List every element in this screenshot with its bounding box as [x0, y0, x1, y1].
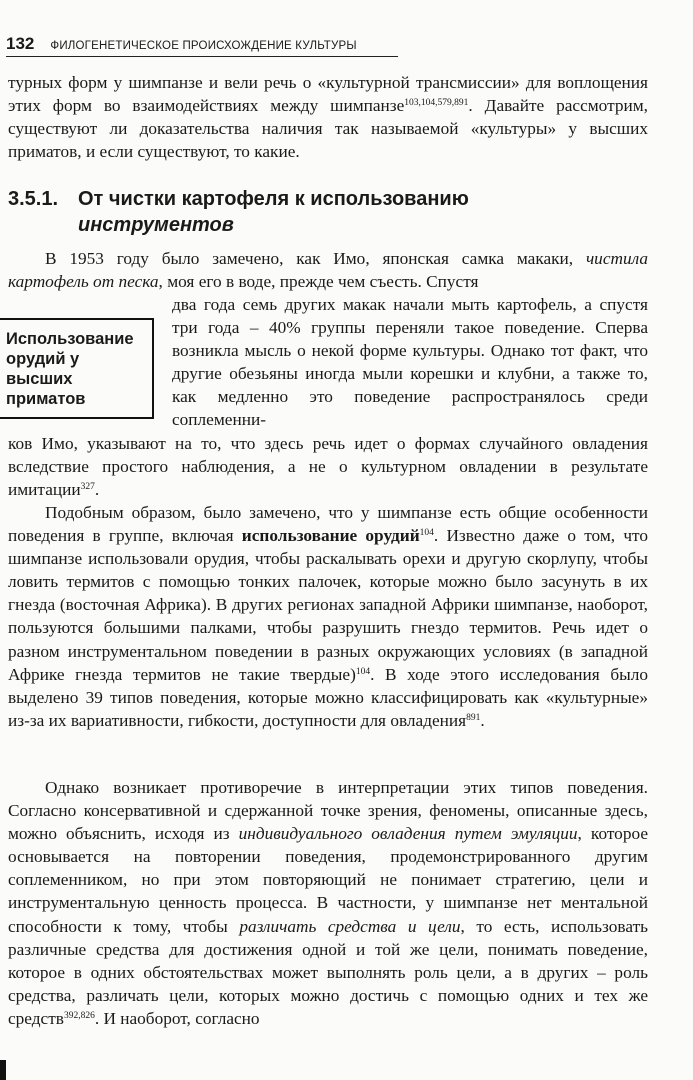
paragraph-1-wrapped: два года семь других макак начали мыть картофель, а спустя три года – 40% группы переняли такое поведение. Сперва возникла мысль о некой форме культуры. Однако тот факт, что другие обезьяны иногда мыли корешки и клубни, а также то, как медленно это поведение распространялось среди соплеменни-: [172, 295, 648, 430]
footnote-ref: 891: [466, 712, 481, 723]
paragraph-3: Однако возникает противоречие в интерпретации этих типов поведения. Согласно консервативной и сдержанной точке зрения, феномены, описанные здесь, можно объяснить, исходя из индивидуального овладения путем эмуляции, которое основывается на повторении поведения, продемонстрированного другим соплеменником, но при этом повторяющий не понимает стратегию, цели и инструментальную ценность процесса. В частности, у шимпанзе нет ментальной способности к тому, чтобы различать средства и цели, то есть, использовать различные средства для достижения одной и той же цели, понимать поведение, которое в одних обстоятельствах может выполнять роль цели, а в других – роль средства, различать цели, которых можно достичь с помощью одних и тех же средств$^{392,826}$. И наоборот, согласно: [8, 778, 649, 1028]
italic-phrase: индивидуального овладения путем эмуляции: [238, 824, 578, 844]
footnote-ref: 103,104,579,891: [404, 98, 469, 109]
margin-note-box: Использование орудий у высших приматов: [0, 318, 154, 419]
section-number: 3.5.1.: [8, 188, 59, 210]
paragraph-1-bottom: ков Имо, указывают на то, что здесь речь идет о формах случайного овладения вследствие простого наблюдения, а не о культурном овладении в результате имитации$^{327}$.: [8, 434, 648, 500]
italic-phrase: чистила картофель от песка: [8, 249, 648, 292]
footnote-ref: 392,826: [63, 1010, 95, 1021]
footnote-ref: 327: [80, 482, 95, 493]
corner-mark: [0, 1060, 6, 1080]
section-title-line1: От чистки картофеля к использованию: [78, 188, 469, 210]
italic-phrase: различать средства и цели: [239, 916, 461, 936]
paragraph-2: Подобным образом, было замечено, что у шимпанзе есть общие особенности поведения в группе, включая использование орудий$^{104}$. Известно даже о том, что шимпанзе использовали орудия, чтобы раскалывать орехи и другую скорлупу, чтобы ловить термитов с помощью тонких палочек, которые можно было засунуть в их гнезда (восточная Африка). В других регионах западной Африки шимпанзе, наоборот, пользуются большими палками, чтобы разрушить гнездо термитов. Речь идет о разном инструментальном поведении в разных окружающих условиях (в западной Африке гнезда термитов не такие твердые)$^{104}$. В ходе этого исследования было выделено 39 типов поведения, которые можно классифицировать как «культурные» из-за их вариативности, гибкости, доступности для овладения$^{891}$.: [8, 503, 648, 730]
running-header: [6, 34, 398, 57]
footnote-ref: 104: [419, 528, 434, 539]
page-number: 132: [6, 34, 35, 53]
footnote-ref: 104: [355, 666, 371, 677]
section-heading: [8, 186, 648, 238]
bold-term: использование орудий: [241, 526, 420, 546]
intro-paragraph: турных форм у шимпанзе и вели речь о «культурной трансмиссии» для воплощения этих форм во взаимодействиях между шимпанзе$^{103,104,579,891}$. Давайте рассмотрим, существуют ли доказательства наличия так называемой «культуры» у высших приматов, и если существуют, то какие.: [8, 73, 649, 162]
running-head-title: ФИЛОГЕНЕТИЧЕСКОЕ ПРОИСХОЖДЕНИЕ КУЛЬТУРЫ: [50, 40, 357, 52]
paragraph-1-top: В 1953 году было замечено, как Имо, японская самка макаки, чистила картофель от песка, моя его в воде, прежде чем съесть. Спустя: [8, 249, 648, 292]
section-title-line2: инструментов: [78, 214, 234, 236]
